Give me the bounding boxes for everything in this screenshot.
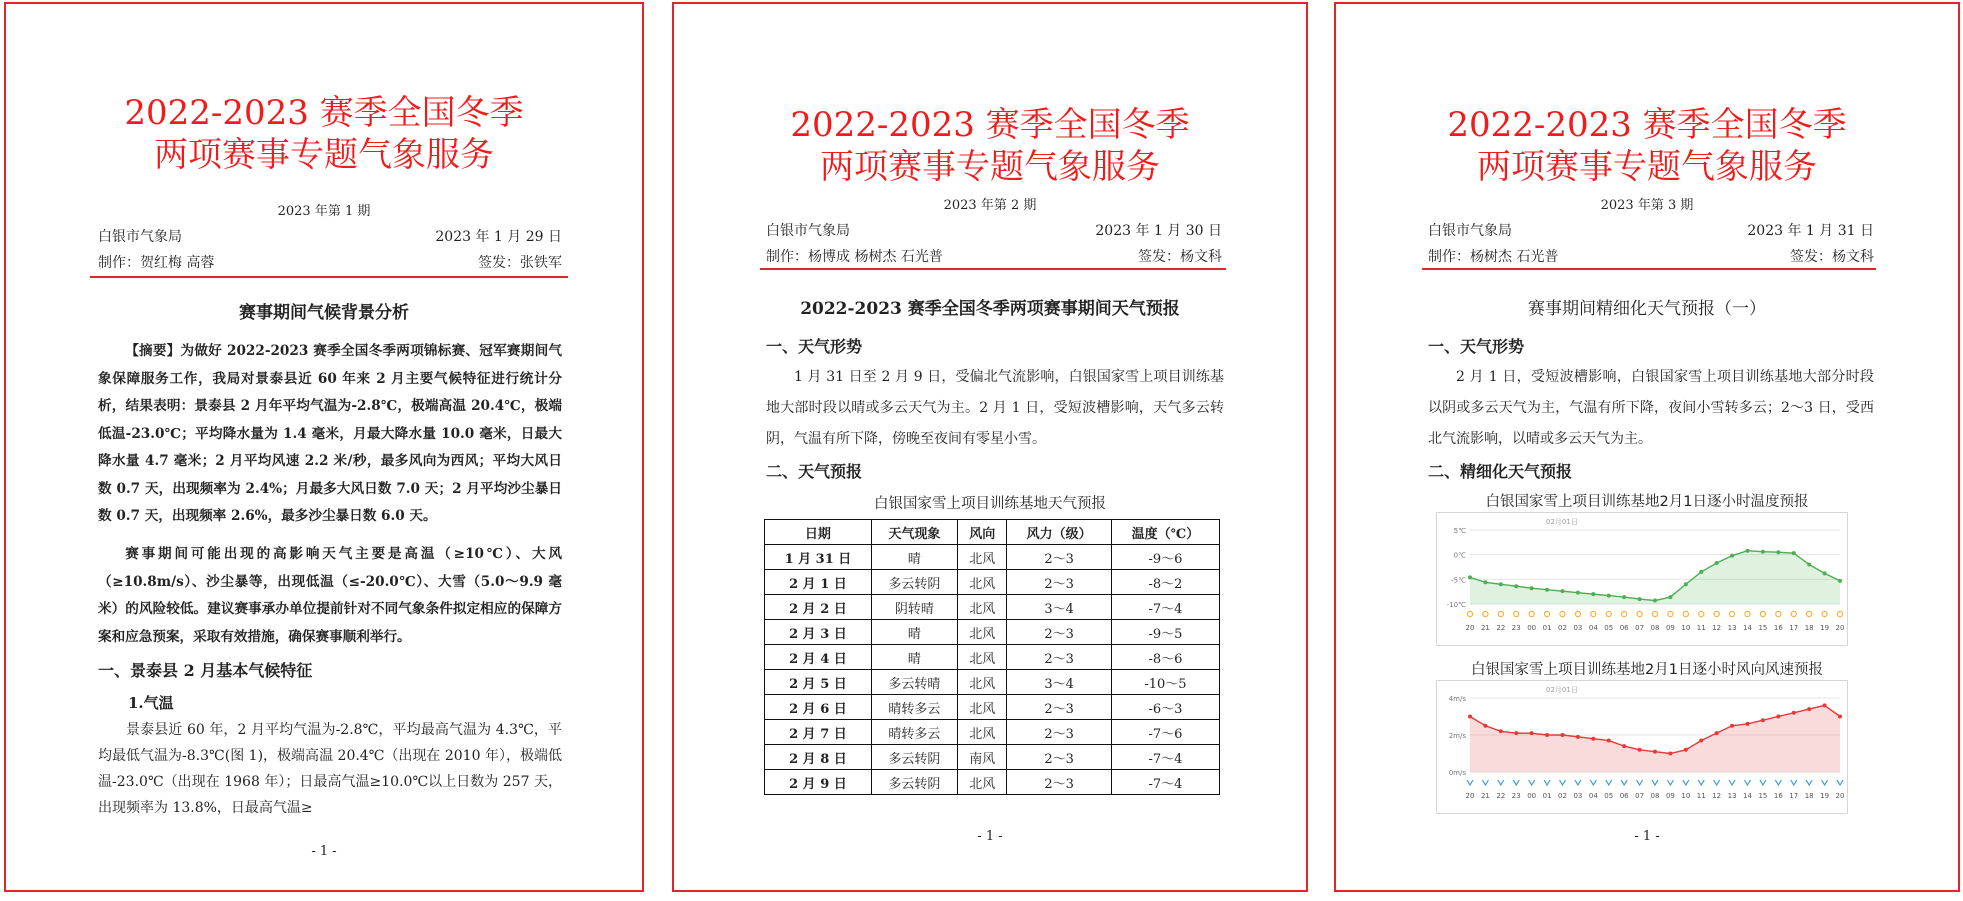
table-cell: 多云转阴	[871, 570, 957, 595]
table-cell: 2～3	[1007, 570, 1111, 595]
data-point	[1545, 588, 1549, 592]
x-tick-label: 23	[1511, 624, 1521, 632]
table-row	[765, 720, 1220, 745]
x-tick-label: 10	[1681, 624, 1691, 632]
table-cell: 2 月 9 日	[765, 770, 872, 795]
section-heading-1: 一、天气形势	[766, 337, 863, 356]
x-tick-label: 11	[1696, 624, 1706, 632]
makers: 制作：贺红梅 高蓉	[98, 255, 215, 271]
table-row	[765, 770, 1220, 795]
x-tick-label: 16	[1773, 792, 1783, 800]
y-tick-label: 4m/s	[1448, 695, 1466, 703]
table-cell: 晴	[871, 545, 957, 570]
table-cell: 多云转阴	[871, 745, 957, 770]
doc-title: 赛事期间精细化天气预报（一）	[1528, 299, 1766, 319]
x-tick-label: 22	[1496, 624, 1506, 632]
table-cell: 2 月 5 日	[765, 670, 872, 695]
table-cell: 2～3	[1007, 745, 1111, 770]
table-cell: 2～3	[1007, 770, 1111, 795]
data-point	[1776, 715, 1780, 719]
table-cell: 2 月 2 日	[765, 595, 872, 620]
issue-date: 2023 年 1 月 31 日	[1747, 223, 1874, 239]
x-tick-label: 03	[1573, 624, 1583, 632]
table-row	[765, 645, 1220, 670]
header-divider	[760, 268, 1226, 270]
x-tick-label: 01	[1542, 624, 1552, 632]
x-tick-label: 23	[1511, 792, 1521, 800]
table-cell: -7～6	[1111, 720, 1219, 745]
x-tick-label: 05	[1604, 624, 1614, 632]
x-tick-label: 00	[1527, 792, 1537, 800]
x-tick-label: 05	[1604, 792, 1614, 800]
table-cell: 2～3	[1007, 545, 1111, 570]
doc-title: 2022-2023 赛季全国冬季两项赛事期间天气预报	[800, 299, 1180, 319]
makers: 制作：杨博成 杨树杰 石光普	[766, 249, 943, 265]
x-tick-label: 04	[1588, 624, 1598, 632]
table-row	[765, 670, 1220, 695]
data-point	[1838, 715, 1842, 719]
table-cell: 多云转晴	[871, 670, 957, 695]
data-point	[1715, 561, 1719, 565]
table-cell: 1 月 31 日	[765, 545, 872, 570]
page-number: - 1 -	[1634, 829, 1660, 844]
x-tick-label: 11	[1696, 792, 1706, 800]
data-point	[1468, 575, 1472, 579]
x-tick-label: 00	[1527, 624, 1537, 632]
x-tick-label: 14	[1743, 624, 1752, 632]
table-header-cell: 日期	[765, 520, 872, 545]
x-tick-label: 08	[1650, 792, 1660, 800]
weather-situation-text: 2 月 1 日，受短波槽影响，白银国家雪上项目训练基地大部分时段以阴或多云天气为主，气温有所下降，夜间小雪转多云；2～3 日，受西北气流影响，以晴或多云天气为主。	[1428, 369, 1874, 447]
data-point	[1638, 597, 1642, 601]
table-cell: 2～3	[1007, 695, 1111, 720]
masthead-line2: 两项赛事专题气象服务	[820, 147, 1160, 187]
data-point	[1530, 586, 1534, 590]
section-heading-2: 二、精细化天气预报	[1428, 462, 1573, 481]
issue-date: 2023 年 1 月 30 日	[1095, 223, 1222, 239]
table-header-cell: 天气现象	[871, 520, 957, 545]
table-cell: 2 月 4 日	[765, 645, 872, 670]
table-cell: 北风	[958, 545, 1007, 570]
doc-title: 赛事期间气候背景分析	[239, 303, 409, 323]
chart1-title: 白银国家雪上项目训练基地2月1日逐小时温度预报	[1485, 494, 1809, 510]
x-tick-label: 06	[1619, 792, 1629, 800]
x-tick-label: 08	[1650, 624, 1660, 632]
x-tick-label: 22	[1496, 792, 1506, 800]
issue-number: 2023 年第 1 期	[277, 204, 371, 219]
data-point	[1807, 563, 1811, 567]
table-cell: 多云转阴	[871, 770, 957, 795]
table-row	[765, 595, 1220, 620]
table-row	[765, 695, 1220, 720]
body-text: 景泰县近 60 年，2 月平均气温为-2.8℃，平均最高气温为 4.3℃，平均最低气温为-8.3℃(图 1)，极端高温 20.4℃（出现在 2010 年），极端低温-23.0℃（出现在 1968 年）；日最高气温≥10.0℃以上日数为 257 天，出现频率为 13.8%，日最高气温≥	[98, 722, 562, 816]
masthead-line1: 2022-2023 赛季全国冬季	[1447, 105, 1847, 145]
table-row	[765, 620, 1220, 645]
table-cell: 晴	[871, 645, 957, 670]
data-point	[1699, 739, 1703, 743]
x-tick-label: 19	[1820, 624, 1830, 632]
table-cell: 2～3	[1007, 620, 1111, 645]
table-cell: 2 月 6 日	[765, 695, 872, 720]
data-point	[1514, 731, 1518, 735]
table-cell: -8～6	[1111, 645, 1219, 670]
table-header-cell: 风向	[958, 520, 1007, 545]
x-tick-label: 04	[1588, 792, 1598, 800]
x-tick-label: 20	[1835, 792, 1845, 800]
data-point	[1653, 750, 1657, 754]
table-header-cell: 风力（级）	[1007, 520, 1111, 545]
table-cell: 阴转晴	[871, 595, 957, 620]
header-divider	[90, 276, 568, 278]
table-cell: -6～3	[1111, 695, 1219, 720]
data-point	[1576, 591, 1580, 595]
x-tick-label: 17	[1789, 792, 1799, 800]
table-cell: 北风	[958, 720, 1007, 745]
org-name: 白银市气象局	[766, 223, 850, 239]
data-point	[1622, 744, 1626, 748]
makers: 制作：杨树杰 石光普	[1428, 249, 1559, 265]
x-tick-label: 21	[1480, 792, 1490, 800]
data-point	[1715, 731, 1719, 735]
abstract-continued: 赛事期间可能出现的高影响天气主要是高温（≥10℃）、大风（≥10.8m/s）、沙尘暴等，出现低温（≤-20.0℃）、大雪（5.0～9.9 毫米）的风险较低。建议赛事承办单位提前针对不同气象条件拟定相应的保障方案和应急预案，采取有效措施，确保赛事顺利举行。	[98, 546, 562, 645]
hourly-temperature-chart	[1436, 512, 1848, 646]
table-cell: -9～5	[1111, 620, 1219, 645]
data-point	[1576, 735, 1580, 739]
table-cell: 北风	[958, 570, 1007, 595]
data-point	[1684, 748, 1688, 752]
issue-number: 2023 年第 3 期	[1600, 198, 1694, 213]
data-point	[1730, 554, 1734, 558]
data-point	[1838, 579, 1842, 583]
subsection-heading: 1.气温	[128, 694, 174, 712]
table-header-cell: 温度（℃）	[1111, 520, 1219, 545]
issue-number: 2023 年第 2 期	[943, 198, 1037, 213]
data-point	[1730, 724, 1734, 728]
table-cell: -9～6	[1111, 545, 1219, 570]
section-heading-1: 一、天气形势	[1428, 337, 1525, 356]
data-point	[1823, 571, 1827, 575]
chart2-title: 白银国家雪上项目训练基地2月1日逐小时风向风速预报	[1471, 662, 1823, 678]
data-point	[1561, 589, 1565, 593]
x-tick-label: 14	[1743, 792, 1752, 800]
y-tick-label: 5℃	[1453, 527, 1466, 535]
table-cell: 北风	[958, 645, 1007, 670]
x-tick-label: 07	[1635, 624, 1645, 632]
x-tick-label: 19	[1820, 792, 1830, 800]
table-row	[765, 545, 1220, 570]
table-cell: 晴转多云	[871, 695, 957, 720]
header-divider	[1422, 268, 1876, 270]
table-cell: -10～5	[1111, 670, 1219, 695]
data-point	[1530, 731, 1534, 735]
page-number: - 1 -	[311, 844, 337, 859]
y-tick-label: 0℃	[1453, 551, 1466, 560]
page-number: - 1 -	[977, 829, 1003, 844]
data-point	[1607, 739, 1611, 743]
data-point	[1792, 711, 1796, 715]
table-cell: 2 月 7 日	[765, 720, 872, 745]
issue-date: 2023 年 1 月 29 日	[435, 229, 562, 245]
document-page-3	[1334, 2, 1960, 892]
x-tick-label: 02	[1558, 792, 1567, 800]
data-point	[1746, 549, 1750, 553]
x-tick-label: 12	[1712, 624, 1722, 632]
data-point	[1761, 550, 1765, 554]
weather-situation-text: 1 月 31 日至 2 月 9 日，受偏北气流影响，白银国家雪上项目训练基地大部时段以晴或多云天气为主。2 月 1 日，受短波槽影响，天气多云转阴，气温有所下降，傍晚至夜间有零星小雪。	[766, 369, 1224, 447]
data-point	[1746, 722, 1750, 726]
section-heading-2: 二、天气预报	[766, 462, 863, 481]
table-cell: 北风	[958, 695, 1007, 720]
x-tick-label: 02	[1558, 624, 1567, 632]
org-name: 白银市气象局	[1428, 223, 1512, 239]
x-tick-label: 09	[1665, 624, 1675, 632]
x-tick-label: 12	[1712, 792, 1722, 800]
data-point	[1499, 729, 1503, 733]
y-tick-label: 2m/s	[1448, 732, 1466, 740]
data-point	[1591, 737, 1595, 741]
table-cell: 晴	[871, 620, 957, 645]
data-point	[1622, 595, 1626, 599]
data-point	[1561, 733, 1565, 737]
data-point	[1668, 595, 1672, 599]
x-tick-label: 15	[1758, 792, 1768, 800]
x-tick-label: 18	[1804, 624, 1814, 632]
data-point	[1591, 592, 1595, 596]
table-cell: 2～3	[1007, 720, 1111, 745]
forecast-table	[764, 519, 1220, 795]
table-row	[765, 570, 1220, 595]
table-cell: 北风	[958, 595, 1007, 620]
chart-subtitle: 02月01日	[1546, 518, 1578, 526]
table-cell: 3～4	[1007, 670, 1111, 695]
table-title: 白银国家雪上项目训练基地天气预报	[874, 496, 1106, 512]
data-point	[1792, 551, 1796, 555]
data-point	[1483, 580, 1487, 584]
signer: 签发：杨文科	[1138, 249, 1222, 265]
table-cell: 2 月 3 日	[765, 620, 872, 645]
data-point	[1545, 733, 1549, 737]
section-heading: 一、景泰县 2 月基本气候特征	[98, 661, 313, 680]
masthead-line2: 两项赛事专题气象服务	[154, 135, 494, 175]
x-tick-label: 17	[1789, 624, 1799, 632]
x-tick-label: 20	[1465, 792, 1475, 800]
table-cell: -7～4	[1111, 770, 1219, 795]
table-cell: 2 月 1 日	[765, 570, 872, 595]
data-point	[1699, 570, 1703, 574]
y-tick-label: 0m/s	[1448, 769, 1466, 777]
hourly-wind-chart	[1436, 680, 1848, 814]
table-cell: -8～2	[1111, 570, 1219, 595]
data-point	[1807, 707, 1811, 711]
org-name: 白银市气象局	[98, 229, 182, 245]
table-cell: 3～4	[1007, 595, 1111, 620]
data-point	[1668, 752, 1672, 756]
table-cell: -7～4	[1111, 745, 1219, 770]
data-point	[1468, 715, 1472, 719]
x-tick-label: 13	[1727, 624, 1737, 632]
data-point	[1499, 582, 1503, 586]
data-point	[1514, 584, 1518, 588]
data-point	[1483, 724, 1487, 728]
signer: 签发：杨文科	[1790, 249, 1874, 265]
table-cell: 2 月 8 日	[765, 745, 872, 770]
abstract: 【摘要】为做好 2022-2023 赛季全国冬季两项锦标赛、冠军赛期间气象保障服务工作，我局对景泰县近 60 年来 2 月主要气候特征进行统计分析，结果表明：景泰县 2 月年平均气温为-2.8℃，极端高温 20.4℃，极端低温-23.0℃；平均降水量为 1.4 毫米，月最大降水量 10.0 毫米，日最大降水量 4.7 毫米；2 月平均风速 2.2 米/秒，最多风向为西风；平均大风日数 0.7 天，出现频率为 2.4%；月最多大风日数 7.0 天；2 月平均沙尘暴日数 0.7 天，出现频率 2.6%，最多沙尘暴日数 6.0 天。	[98, 343, 562, 524]
masthead-line1: 2022-2023 赛季全国冬季	[124, 93, 524, 133]
x-tick-label: 09	[1665, 792, 1675, 800]
data-point	[1638, 748, 1642, 752]
table-cell: 北风	[958, 620, 1007, 645]
document-page-1	[4, 2, 644, 892]
x-tick-label: 15	[1758, 624, 1768, 632]
x-tick-label: 16	[1773, 624, 1783, 632]
x-tick-label: 18	[1804, 792, 1814, 800]
masthead-line1: 2022-2023 赛季全国冬季	[790, 105, 1190, 145]
data-point	[1776, 550, 1780, 554]
x-tick-label: 06	[1619, 624, 1629, 632]
data-point	[1607, 594, 1611, 598]
table-cell: 北风	[958, 670, 1007, 695]
x-tick-label: 13	[1727, 792, 1737, 800]
x-tick-label: 07	[1635, 792, 1645, 800]
document-page-2	[672, 2, 1308, 892]
x-tick-label: 10	[1681, 792, 1691, 800]
table-cell: 南风	[958, 745, 1007, 770]
table-cell: 晴转多云	[871, 720, 957, 745]
table-row	[765, 745, 1220, 770]
signer: 签发：张铁军	[478, 255, 562, 271]
x-tick-label: 21	[1480, 624, 1490, 632]
chart-subtitle: 02月01日	[1546, 686, 1578, 694]
data-point	[1684, 582, 1688, 586]
data-point	[1653, 599, 1657, 603]
x-tick-label: 01	[1542, 792, 1552, 800]
x-tick-label: 20	[1465, 624, 1475, 632]
table-cell: 北风	[958, 770, 1007, 795]
x-tick-label: 03	[1573, 792, 1583, 800]
y-tick-label: -5℃	[1451, 576, 1466, 585]
data-point	[1823, 703, 1827, 707]
data-point	[1761, 718, 1765, 722]
masthead-line2: 两项赛事专题气象服务	[1477, 147, 1817, 187]
table-cell: -7～4	[1111, 595, 1219, 620]
y-tick-label: -10℃	[1446, 601, 1466, 609]
table-cell: 2～3	[1007, 645, 1111, 670]
x-tick-label: 20	[1835, 624, 1845, 632]
